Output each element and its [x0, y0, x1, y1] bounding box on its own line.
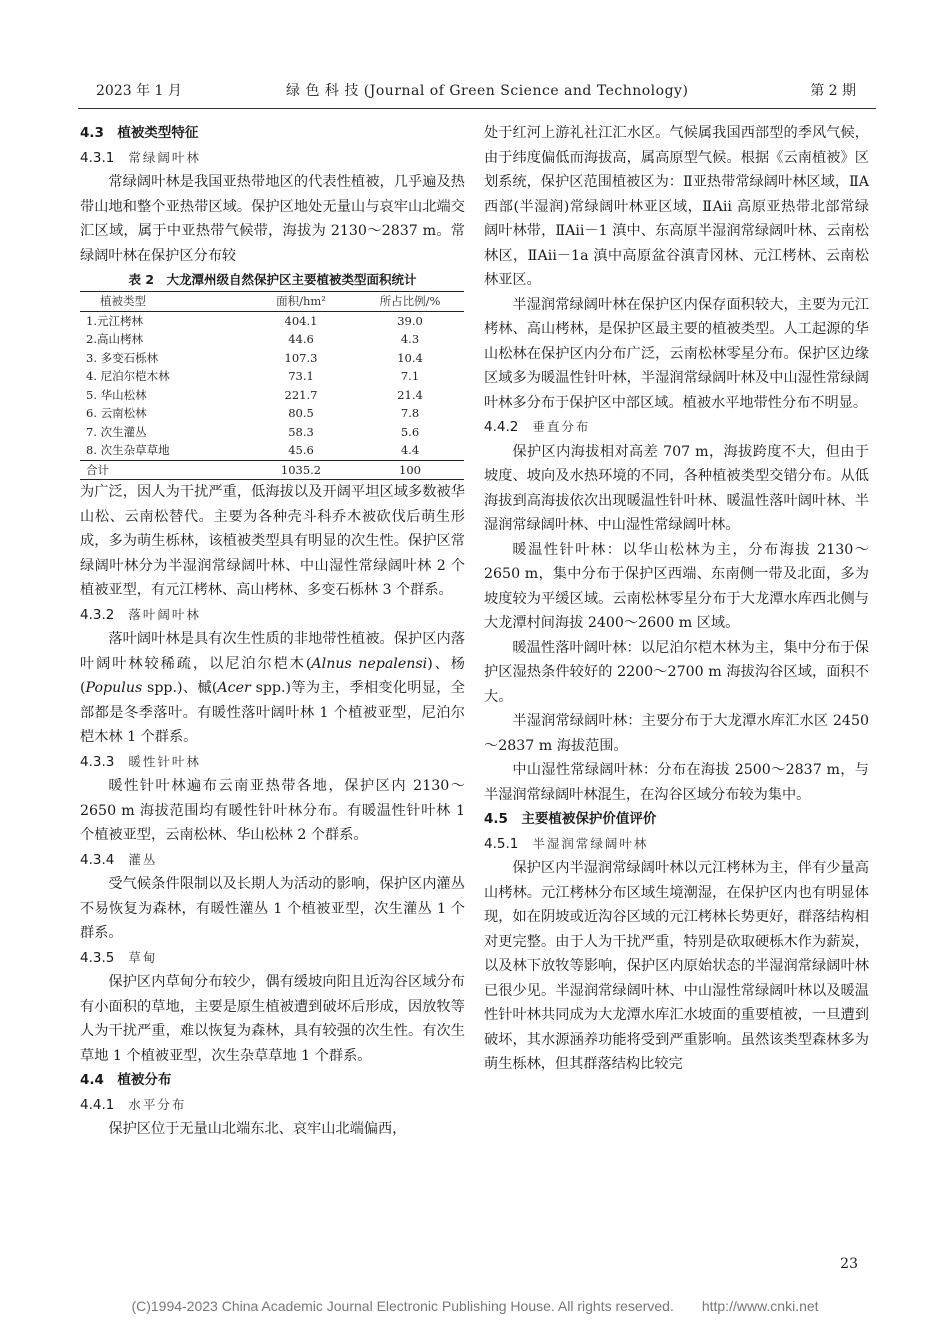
cell-percent: 4.4	[400, 443, 420, 457]
table-row	[80, 330, 464, 349]
subsection-number: 4.3.4	[80, 851, 115, 868]
text-run: spp.)、槭(	[142, 680, 218, 696]
column-header-type: 植被类型	[80, 292, 246, 312]
cell-type: 3. 多变石栎林	[86, 350, 159, 365]
paragraph: 暖性针叶林遍布云南亚热带各地，保护区内 2130～2650 m 海拔范围均有暖性针叶林分布。有暖温性针叶林 1 个植被亚型，云南松林、华山松林 2 个群系。	[80, 778, 465, 843]
table-row	[80, 441, 464, 460]
cell-percent: 10.4	[397, 350, 423, 365]
cell-area: 404.1	[284, 313, 318, 328]
paragraph: 保护区位于无量山北端东北、哀牢山北端偏西，	[108, 1121, 407, 1137]
subsection-number: 4.5.1	[484, 835, 519, 852]
subsection-heading-4-3-4	[80, 848, 465, 873]
table-row	[80, 423, 464, 442]
text-run: spp.)等为主，季相变化明显，全部都是冬季落叶。有暖性落叶阔叶林 1 个植被亚型，尼泊尔桤木林 1 个群系。	[80, 680, 465, 745]
subsection-title: 暖性针叶林	[128, 753, 201, 769]
table-header-row	[80, 292, 464, 312]
species-name: Alnus nepalensi	[311, 655, 428, 672]
header-journal-title: 绿 色 科 技 (Journal of Green Science and Technology)	[286, 83, 689, 99]
paragraph: 半湿润常绿阔叶林：主要分布于大龙潭水库汇水区 2450～2837 m 海拔范围。	[484, 713, 869, 754]
section-heading-4-4: 4.4 植被分布	[80, 1072, 172, 1088]
running-header	[96, 80, 856, 102]
copyright-footer: (C)1994-2023 China Academic Journal Electronic Publishing House. All rights reserved. http://www.cnki.net	[131, 1298, 819, 1314]
subsection-heading-4-3-2	[80, 603, 465, 628]
paragraph: 暖温性针叶林：以华山松林为主，分布海拔 2130～2650 m，集中分布于保护区西端、东南侧一带及北面，多为坡度较为平缓区域。云南松林零星分布于大龙潭水库西北侧与大龙潭村间海拔 2400～2600 m 区域。	[484, 541, 869, 631]
subsection-title: 半湿润常绿阔叶林	[532, 835, 649, 851]
cell-type: 5. 华山松林	[86, 387, 147, 402]
cell-percent: 4.3	[400, 332, 420, 346]
cell-area: 45.6	[288, 443, 314, 457]
cell-percent: 21.4	[397, 387, 423, 402]
paragraph: 暖温性落叶阔叶林：以尼泊尔桤木林为主，集中分布于保护区湿热条件较好的 2200～2700 m 海拔沟谷区域，面积不大。	[484, 639, 869, 705]
paragraph: 处于红河上游礼社江汇水区。气候属我国西部型的季风气候，由于纬度偏低而海拔高，属高原型气候。根据《云南植被》区划系统，保护区范围植被区为：Ⅱ亚热带常绿阔叶林区域，ⅡA 西部(半湿润)常绿阔叶林亚区域，ⅡAii 高原亚热带北部常绿阔叶林带，ⅡAii－1 滇中、东高原半湿润常绿阔叶林、云南松林区，ⅡAii－1a 滇中高原盆谷滇青冈林、元江栲林、云南松林亚区。	[484, 125, 869, 288]
header-issue: 第 2 期	[810, 83, 856, 99]
header-date: 2023 年 1 月	[96, 83, 182, 99]
cell-area: 44.6	[288, 332, 314, 346]
subsection-number: 4.3.2	[80, 606, 115, 623]
table-row	[80, 349, 464, 368]
subsection-number: 4.4.1	[80, 1096, 115, 1113]
genus-name: Acer	[217, 680, 251, 696]
cell-type: 6. 云南松林	[86, 406, 147, 420]
genus-name: Populus	[85, 680, 143, 696]
cell-area: 107.3	[284, 350, 318, 365]
subsection-heading-4-3-5	[80, 946, 465, 971]
subsection-title: 草甸	[128, 949, 158, 965]
left-column	[80, 121, 465, 1142]
table-row	[80, 367, 464, 386]
subsection-heading-4-4-1	[80, 1093, 465, 1118]
subsection-title: 水平分布	[128, 1096, 187, 1112]
subsection-title: 落叶阔叶林	[128, 606, 201, 622]
paragraph: 受气候条件限制以及长期人为活动的影响，保护区内灌丛不易恢复为森林，有暖性灌丛 1 个植被亚型，次生灌丛 1 个群系。	[80, 876, 465, 941]
page-number: 23	[840, 1256, 858, 1272]
cell-type: 4. 尼泊尔桤木林	[86, 369, 170, 383]
subsection-title: 灌丛	[128, 851, 158, 867]
cell-area: 80.5	[288, 406, 314, 420]
cell-type: 2.高山栲林	[86, 332, 143, 346]
table-total-row	[80, 460, 464, 480]
cell-percent: 5.6	[400, 424, 420, 439]
cell-area: 1035.2	[246, 460, 356, 480]
paragraph: 保护区内半湿润常绿阔叶林以元江栲林为主，伴有少量高山栲林。元江栲林分布区域生境潮湿，在保护区内也有明显体现，如在阴坡或近沟谷区域的元江栲林长势更好，群落结构相对更完整。由于人为干扰严重，特别是砍取硬栎木作为薪炭，以及林下放牧等影响，保护区内原始状态的半湿润常绿阔叶林已很少见。半湿润常绿阔叶林、中山湿性常绿阔叶林以及暖温性针叶林共同成为大龙潭水库汇水坡面的重要植被，一旦遭到破坏，其水源涵养功能将受到严重影响。虽然该类型森林多为萌生栎林，但其群落结构比较完	[484, 860, 869, 1072]
section-heading-4-5: 4.5 主要植被保护价值评价	[484, 811, 657, 827]
subsection-heading-4-3-1	[80, 146, 465, 171]
table-row	[80, 386, 464, 405]
cell-type: 合计	[80, 460, 246, 480]
subsection-title: 垂直分布	[532, 419, 591, 434]
paragraph: 保护区内草甸分布较少，偶有缓坡向阳且近沟谷区域分布有小面积的草地，主要是原生植被遭到破坏后形成，因放牧等人为干扰严重，难以恢复为森林，具有较强的次生性。有次生草地 1 个植被亚型，次生杂草草地 1 个群系。	[80, 974, 465, 1064]
subsection-number: 4.3.3	[80, 753, 115, 770]
paragraph: 为广泛，因人为干扰严重，低海拔以及开阔平坦区域多数被华山松、云南松替代。主要为各种壳斗科乔木被砍伐后萌生形成，多为萌生栎林，该植被类型具有明显的次生性。保护区常绿阔叶林分为半湿润常绿阔叶林、中山湿性常绿阔叶林 2 个植被亚型，有元江栲林、高山栲林、多变石栎林 3 个群系。	[80, 484, 465, 598]
table-row	[80, 311, 464, 330]
cell-percent: 7.8	[400, 406, 420, 420]
column-header-area: 面积/hm²	[246, 292, 356, 312]
paragraph	[80, 627, 465, 750]
table-caption: 表 2 大龙潭州级自然保护区主要植被类型面积统计	[128, 272, 417, 287]
subsection-title: 常绿阔叶林	[128, 149, 201, 165]
cell-area: 73.1	[288, 369, 314, 383]
right-column	[484, 121, 869, 1077]
paragraph: 半湿润常绿阔叶林在保护区内保存面积较大，主要为元江栲林、高山栲林，是保护区最主要的植被类型。人工起源的华山松林在保护区内分布广泛，云南松林零星分布。保护区边缘区域多为暖温性针叶林，半湿润常绿阔叶林及中山湿性常绿阔叶林多分布于保护区中部区域。植被水平地带性分布不明显。	[484, 296, 869, 411]
cell-percent: 7.1	[400, 369, 420, 383]
paragraph: 常绿阔叶林是我国亚热带地区的代表性植被，几乎遍及热带山地和整个亚热带区域。保护区地处无量山与哀牢山北端交汇区域，属于中亚热带气候带，海拔为 2130～2837 m。常绿阔叶林在保护区分布较	[80, 174, 465, 264]
text-run: )、杨(	[80, 655, 465, 696]
cell-area: 58.3	[288, 424, 314, 439]
column-header-percent: 所占比例/%	[356, 292, 464, 312]
paragraph: 中山湿性常绿阔叶林：分布在海拔 2500～2837 m，与半湿润常绿阔叶林混生，在沟谷区域分布较为集中。	[484, 762, 869, 803]
subsection-heading-4-5-1	[484, 832, 869, 857]
text-run: 落叶阔叶林是具有次生性质的非地带性植被。保护区内落叶阔叶林较稀疏，以尼泊尔桤木(	[80, 631, 465, 672]
cell-area: 221.7	[284, 387, 318, 402]
vegetation-area-table	[80, 291, 464, 480]
subsection-heading-4-3-3	[80, 750, 465, 775]
subsection-number: 4.3.1	[80, 149, 115, 166]
subsection-heading-4-4-2	[484, 415, 869, 440]
paragraph: 保护区内海拔相对高差 707 m，海拔跨度不大，但由于坡度、坡向及水热环境的不同，各种植被类型交错分布。从低海拔到高海拔依次出现暖温性针叶林、暖温性落叶阔叶林、半湿润常绿阔叶林、中山湿性常绿阔叶林。	[484, 443, 869, 533]
cell-percent: 39.0	[397, 313, 423, 328]
header-divider	[78, 108, 876, 109]
cell-type: 8. 次生杂草草地	[86, 443, 170, 457]
subsection-number: 4.4.2	[484, 419, 519, 435]
cell-percent: 100	[356, 460, 464, 480]
subsection-number: 4.3.5	[80, 949, 115, 966]
cell-type: 7. 次生灌丛	[86, 424, 147, 439]
table-row	[80, 404, 464, 423]
section-heading-4-3: 4.3 植被类型特征	[80, 125, 199, 141]
cell-type: 1.元江栲林	[86, 313, 143, 328]
